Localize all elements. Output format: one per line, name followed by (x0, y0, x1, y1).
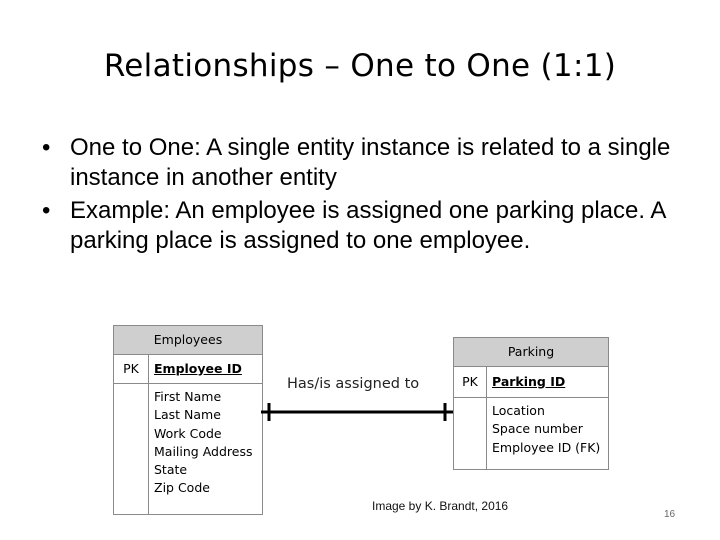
attribute: Zip Code (154, 480, 210, 496)
bullet-marker: • (42, 197, 51, 224)
page-number: 16 (664, 509, 676, 520)
attribute: Space number (492, 421, 583, 437)
entity-employees-header: Employees (114, 326, 262, 355)
attribute: Location (492, 403, 545, 418)
attribute: First Name (154, 389, 222, 404)
pk-label: PK (114, 355, 149, 383)
attribute: State (154, 462, 188, 478)
bullet-text: Example: An employee is assigned one parking place. A parking place is assigned to one employee. (70, 197, 666, 254)
attribute: Work Code (154, 425, 222, 441)
attribute: Last Name (154, 407, 221, 423)
bullet-text: One to One: A single entity instance is related to a single instance in another entity (70, 134, 671, 191)
attribute: Mailing Address (154, 443, 253, 459)
attribute: Employee ID (FK) (492, 439, 601, 455)
slide-title: Relationships – One to One (1:1) (103, 48, 617, 84)
pk-label: PK (454, 367, 487, 397)
relationship-label: Has/is assigned to (287, 376, 420, 392)
primary-key-employee-id: Employee ID (154, 361, 242, 376)
image-credit: Image by K. Brandt, 2016 (372, 499, 509, 513)
bullet-marker: • (42, 134, 51, 161)
primary-key-parking-id: Parking ID (492, 374, 566, 389)
entity-parking-header: Parking (454, 338, 608, 367)
